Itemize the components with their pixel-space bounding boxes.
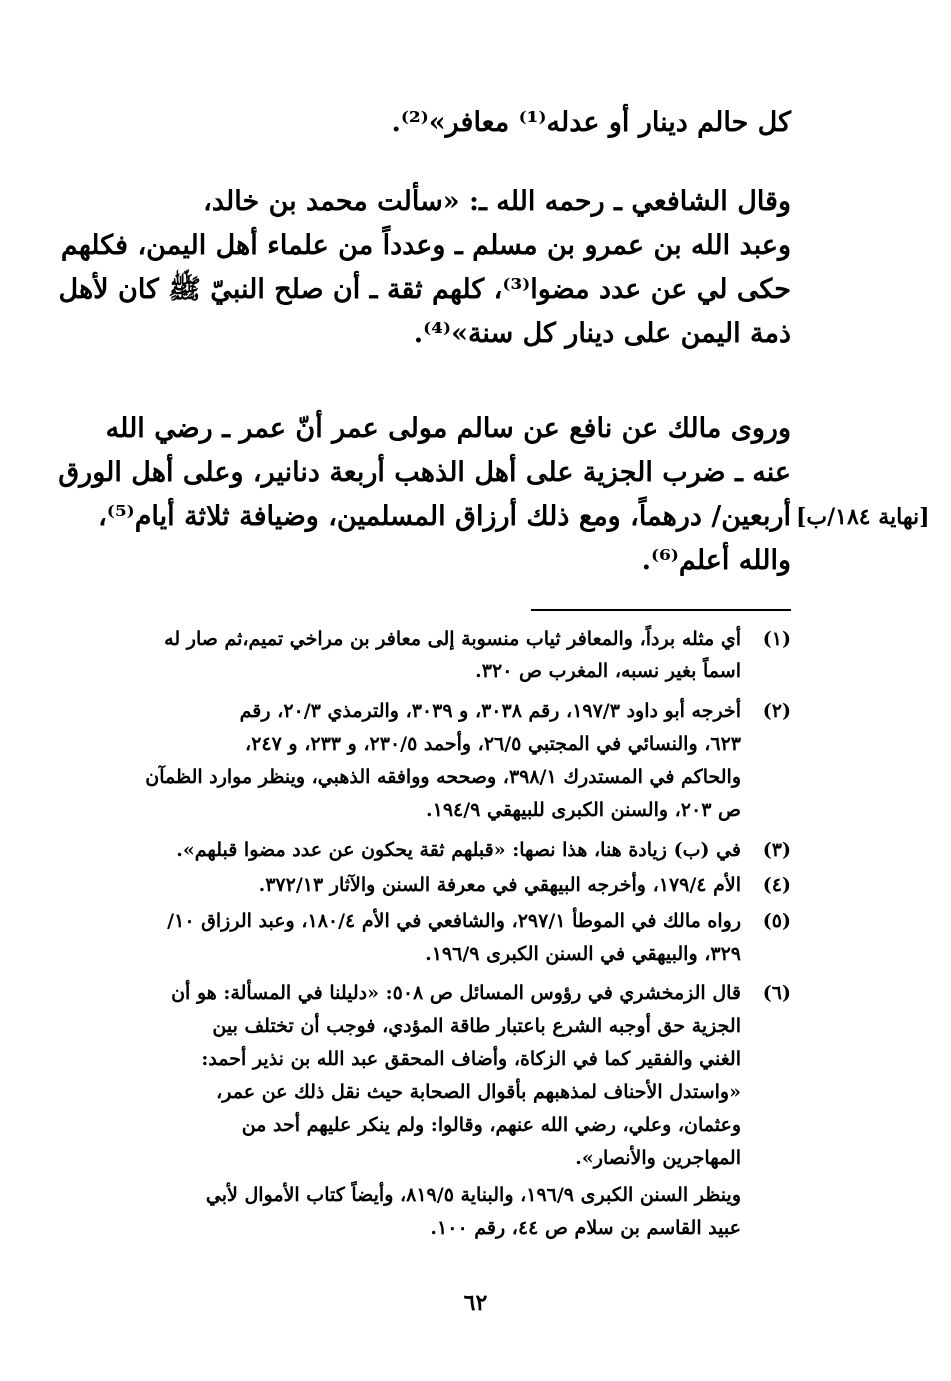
footnote-line: ٦٢٣، والنسائي في المجتبي ٢٦/٥، وأحمد ٢٣٠/٥، و ٢٣٣، و ٢٤٧، [245, 733, 741, 755]
footnote-line: اسماً بغير نسبه، المغرب ص ٣٢٠. [475, 660, 741, 682]
body-line: ذمة اليمن على دينار كل سنة»⁽⁴⁾. [413, 318, 791, 349]
body-line: وروى مالك عن نافع عن سالم مولى عمر أنّ عمر ـ رضي الله [105, 413, 791, 444]
footnote-line: أخرجه أبو داود ١٩٧/٣، رقم ٣٠٣٨، و ٣٠٣٩، والترمذي ٢٠/٣، رقم [239, 700, 741, 722]
body-line: وقال الشافعي ـ رحمه الله ـ: «سألت محمد بن خالد، [203, 186, 791, 217]
footnote-line: أي مثله برداً، والمعافر ثياب منسوبة إلى معافر بن مراخي تميم،ثم صار له [164, 628, 741, 650]
footnote-line: رواه مالك في الموطأ ٢٩٧/١، والشافعي في الأم ١٨٠/٤، وعبد الرزاق ١٠/ [167, 910, 741, 932]
margin-note: [نهاية ١٨٤/ب] [796, 504, 930, 530]
footnote-line: ص ٢٠٣، والسنن الكبرى للبيهقي ١٩٤/٩. [426, 799, 741, 821]
footnote-number: (٤) [762, 874, 791, 896]
footnote-number: (٥) [762, 910, 791, 932]
body-line: حكى لي عن عدد مضوا⁽³⁾، كلهم ثقة ـ أن صلح النبيّ ﷺ كان لأهل [58, 274, 791, 305]
body-line: كل حالم دينار أو عدله⁽¹⁾ معافر»⁽²⁾. [391, 107, 791, 138]
footnote-number: (٣) [762, 839, 791, 861]
footnote-line: ٣٢٩، والبيهقي في السنن الكبرى ١٩٦/٩. [425, 943, 741, 965]
footnote-number: (٢) [762, 700, 791, 722]
footnote-line: الأم ١٧٩/٤، وأخرجه البيهقي في معرفة السنن والآثار ٣٧٢/١٣. [258, 874, 741, 896]
footnote-number: (١) [762, 628, 791, 650]
body-line: والله أعلم⁽⁶⁾. [641, 545, 791, 576]
body-line: عنه ـ ضرب الجزية على أهل الذهب أربعة دنانير، وعلى أهل الورق [58, 457, 791, 488]
footnote-line: قال الزمخشري في رؤوس المسائل ص ٥٠٨: «دليلنا في المسألة: هو أن [171, 982, 741, 1004]
footnote-line: وينظر السنن الكبرى ١٩٦/٩، والبناية ٨١٩/٥، وأيضاً كتاب الأموال لأبي [205, 1184, 741, 1206]
page-number: ٦٢ [463, 1290, 488, 1316]
footnote-line: الغني والفقير كما في الزكاة، وأضاف المحقق عبد الله بن نذير أحمد: [201, 1048, 741, 1070]
footnote-line: «واستدل الأحناف لمذهبهم بأقوال الصحابة حيث نقل ذلك عن عمر، [216, 1081, 741, 1103]
footnote-line: المهاجرين والأنصار». [575, 1147, 741, 1169]
footnote-number: (٦) [762, 982, 791, 1004]
footnote-divider [531, 609, 791, 611]
footnote-line: والحاكم في المستدرك ٣٩٨/١، وصححه ووافقه الذهبي، وينظر موارد الظمآن [145, 766, 741, 788]
body-line: وعبد الله بن عمرو بن مسلم ـ وعدداً من علماء أهل اليمن، فكلهم [60, 230, 791, 261]
footnote-line: وعثمان، وعلي، رضي الله عنهم، وقالوا: ولم ينكر عليهم أحد من [241, 1114, 741, 1136]
footnote-line: عبيد القاسم بن سلام ص ٤٤، رقم ١٠٠. [430, 1217, 741, 1239]
body-line: أربعين/ درهماً، ومع ذلك أرزاق المسلمين، وضيافة ثلاثة أيام⁽⁵⁾، [98, 501, 791, 532]
footnote-line: الجزية حق أوجبه الشرع باعتبار طاقة المؤدي، فوجب أن تختلف بين [212, 1015, 741, 1037]
footnote-line: في (ب) زيادة هنا، هذا نصها: «قبلهم ثقة يحكون عن عدد مضوا قبلهم». [176, 839, 741, 861]
